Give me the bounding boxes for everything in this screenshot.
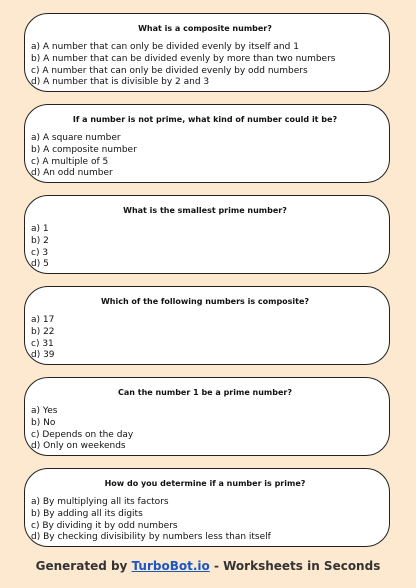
answer-options bbox=[31, 133, 379, 180]
answer-option: d) Only on weekends bbox=[31, 441, 126, 452]
answer-option: c) Depends on the day bbox=[31, 429, 134, 440]
question-card-1 bbox=[24, 13, 390, 92]
answer-option: c) By dividing it by odd numbers bbox=[31, 520, 178, 531]
question-card-3 bbox=[24, 195, 390, 274]
answer-option: a) By multiplying all its factors bbox=[31, 497, 169, 507]
question-text: Can the number 1 be a prime number? bbox=[118, 388, 292, 397]
answer-option: b) 22 bbox=[31, 326, 55, 337]
turbobot-link[interactable]: TurboBot.io bbox=[131, 559, 210, 573]
answer-option: d) An odd number bbox=[31, 168, 113, 179]
footer-prefix: Generated by bbox=[35, 559, 132, 573]
answer-option: c) 31 bbox=[31, 338, 54, 349]
question-card-2 bbox=[24, 104, 390, 183]
answer-option: a) 1 bbox=[31, 224, 49, 234]
answer-option: d) A number that is divisible by 2 and 3 bbox=[31, 77, 210, 88]
question-text: If a number is not prime, what kind of number could it be? bbox=[72, 115, 338, 124]
question-text: Which of the following numbers is composite? bbox=[100, 297, 310, 306]
footer bbox=[0, 559, 416, 573]
answer-option: d) By checking divisibility by numbers less than itself bbox=[31, 532, 271, 543]
answer-option: a) Yes bbox=[31, 406, 58, 416]
question-card-4 bbox=[24, 286, 390, 365]
answer-option: a) 17 bbox=[31, 315, 55, 325]
answer-option: a) A square number bbox=[31, 133, 121, 143]
answer-option: b) 2 bbox=[31, 235, 49, 246]
answer-options bbox=[31, 315, 379, 362]
answer-option: d) 39 bbox=[31, 350, 55, 361]
answer-options bbox=[31, 224, 379, 271]
answer-option: b) A number that can be divided evenly by more than two numbers bbox=[31, 53, 336, 64]
answer-option: d) 5 bbox=[31, 259, 49, 270]
answer-options bbox=[31, 406, 379, 453]
answer-option: b) By adding all its digits bbox=[31, 508, 143, 519]
answer-options bbox=[31, 42, 379, 89]
question-card-5 bbox=[24, 377, 390, 456]
answer-options bbox=[31, 497, 379, 544]
question-text: What is the smallest prime number? bbox=[123, 206, 287, 215]
question-text: How do you determine if a number is prime? bbox=[104, 479, 306, 488]
footer-suffix: - Worksheets in Seconds bbox=[209, 559, 381, 573]
question-text: What is a composite number? bbox=[138, 24, 272, 33]
answer-option: c) 3 bbox=[31, 247, 49, 258]
question-card-6 bbox=[24, 468, 390, 547]
answer-option: c) A multiple of 5 bbox=[31, 156, 109, 167]
answer-option: c) A number that can only be divided evenly by odd numbers bbox=[31, 65, 308, 76]
answer-option: b) A composite number bbox=[31, 144, 137, 155]
answer-option: b) No bbox=[31, 417, 56, 428]
answer-option: a) A number that can only be divided evenly by itself and 1 bbox=[31, 42, 299, 52]
